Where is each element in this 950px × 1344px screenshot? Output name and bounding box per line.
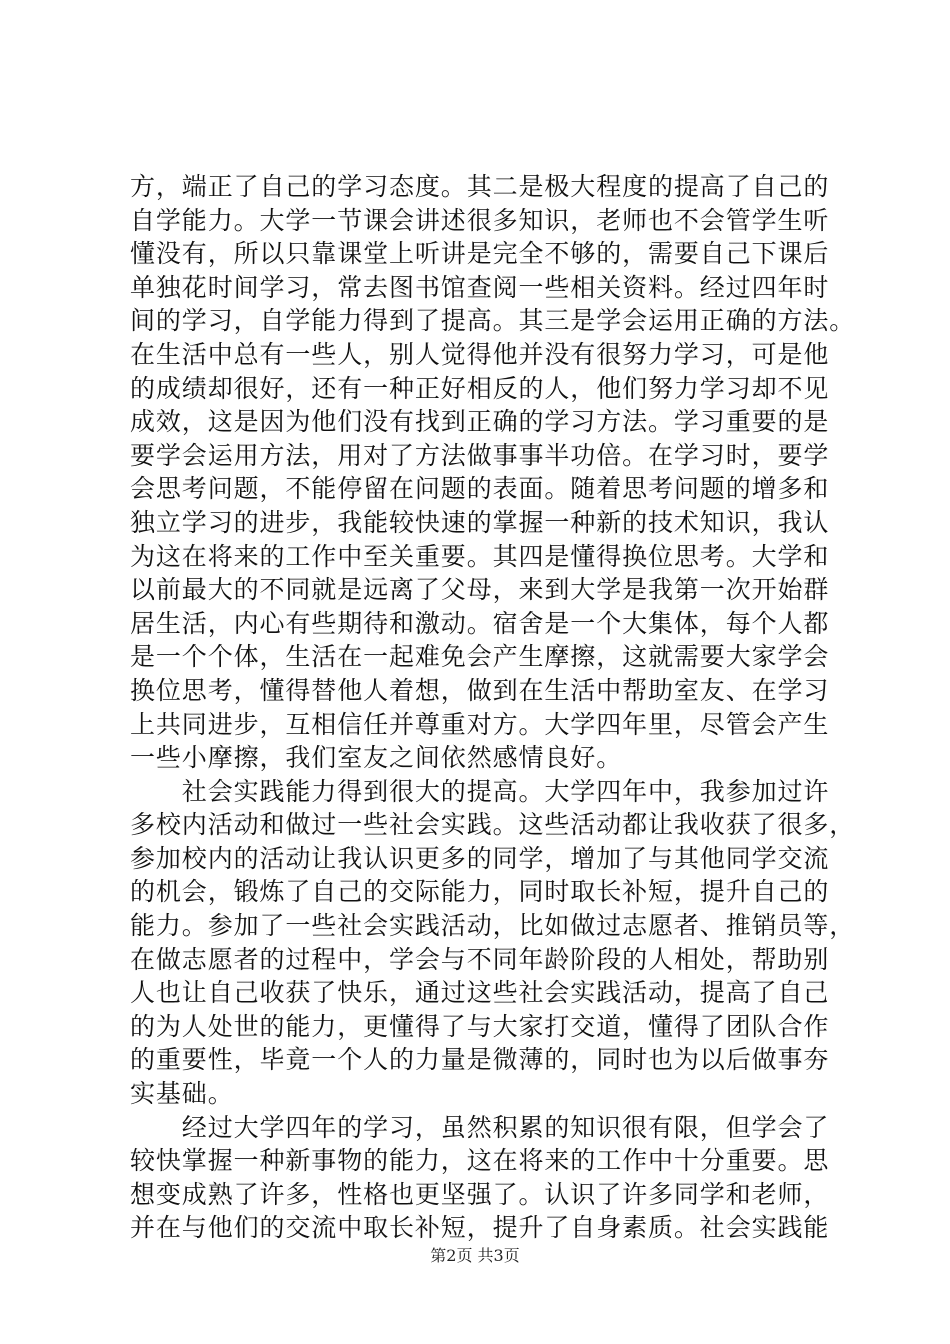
text-line: 的重要性，毕竟一个人的力量是微薄的，同时也为以后做事夯 (130, 1045, 830, 1075)
paragraph-start-line: 社会实践能力得到很大的提高。大学四年中，我参加过许 (130, 776, 830, 806)
text-line: 是一个个体，生活在一起难免会产生摩擦，这就需要大家学会 (130, 642, 830, 672)
page-number-footer: 第2页 共3页 (430, 1246, 520, 1265)
text-line: 换位思考，懂得替他人着想，做到在生活中帮助室友、在学习 (130, 675, 830, 705)
text-line: 间的学习，自学能力得到了提高。其三是学会运用正确的方法。 (130, 306, 856, 336)
text-line: 自学能力。大学一节课会讲述很多知识，老师也不会管学生听 (130, 205, 830, 235)
text-line: 多校内活动和做过一些社会实践。这些活动都让我收获了很多， (130, 810, 856, 840)
text-line: 较快掌握一种新事物的能力，这在将来的工作中十分重要。思 (130, 1146, 830, 1176)
text-line: 单独花时间学习，常去图书馆查阅一些相关资料。经过四年时 (130, 272, 830, 302)
text-line: 上共同进步，互相信任并尊重对方。大学四年里，尽管会产生 (130, 709, 830, 739)
text-line: 想变成熟了许多，性格也更坚强了。认识了许多同学和老师， (130, 1179, 830, 1209)
text-line: 方，端正了自己的学习态度。其二是极大程度的提高了自己的 (130, 172, 830, 201)
text-line: 要学会运用方法，用对了方法做事事半功倍。在学习时，要学 (130, 440, 830, 470)
text-line: 的成绩却很好，还有一种正好相反的人，他们努力学习却不见 (130, 373, 830, 403)
text-line: 在生活中总有一些人，别人觉得他并没有很努力学习，可是他 (130, 339, 830, 369)
text-line: 成效，这是因为他们没有找到正确的学习方法。学习重要的是 (130, 407, 830, 437)
text-line: 居生活，内心有些期待和激动。宿舍是一个大集体，每个人都 (130, 608, 830, 638)
text-line: 实基础。 (130, 1079, 234, 1109)
text-line: 懂没有，所以只靠课堂上听讲是完全不够的，需要自己下课后 (130, 239, 830, 269)
text-line: 的机会，锻炼了自己的交际能力，同时取长补短，提升自己的 (130, 877, 830, 907)
text-line: 以前最大的不同就是远离了父母，来到大学是我第一次开始群 (130, 575, 830, 605)
text-line: 会思考问题，不能停留在问题的表面。随着思考问题的增多和 (130, 474, 830, 504)
text-line: 一些小摩擦，我们室友之间依然感情良好。 (130, 743, 623, 773)
text-line: 参加校内的活动让我认识更多的同学，增加了与其他同学交流 (130, 843, 830, 873)
text-line: 人也让自己收获了快乐，通过这些社会实践活动，提高了自己 (130, 978, 830, 1008)
text-line: 的为人处世的能力，更懂得了与大家打交道，懂得了团队合作 (130, 1011, 830, 1041)
paragraph-start-line: 经过大学四年的学习，虽然积累的知识很有限，但学会了 (130, 1112, 830, 1142)
text-line: 独立学习的进步，我能较快速的掌握一种新的技术知识，我认 (130, 507, 830, 537)
document-body (130, 170, 856, 1245)
text-line: 并在与他们的交流中取长补短，提升了自身素质。社会实践能 (130, 1213, 830, 1243)
text-line: 能力。参加了一些社会实践活动，比如做过志愿者、推销员等， (130, 911, 856, 941)
text-line: 为这在将来的工作中至关重要。其四是懂得换位思考。大学和 (130, 541, 830, 571)
text-line: 在做志愿者的过程中，学会与不同年龄阶段的人相处，帮助别 (130, 944, 830, 974)
